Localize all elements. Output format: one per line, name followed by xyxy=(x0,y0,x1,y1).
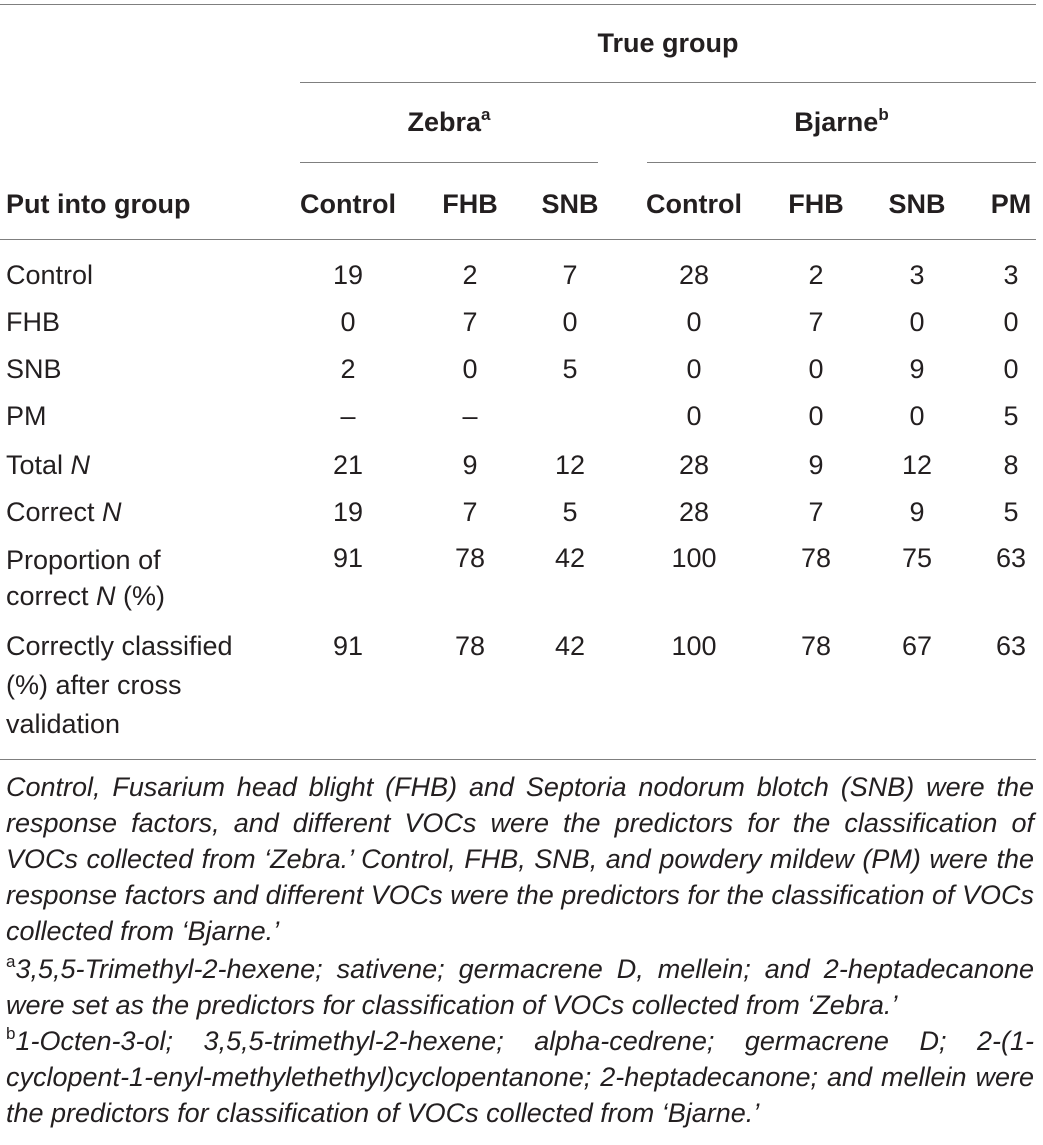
bjarne-rule xyxy=(647,162,1036,163)
row-label-italic: N xyxy=(70,450,91,480)
table-note: Control, Fusarium head blight (FHB) and Septoria nodorum blotch (SNB) were the response factors, and different VOCs were the predictors for the classification of VOCs collected from ‘Zebra.’ Control, FHB, SNB, and powdery mildew (PM) were the response factors and different VOCs were the predictors for the classification of VOCs collected from ‘Bjarne.’ xyxy=(6,772,1034,946)
table-cell: 2 xyxy=(462,260,478,290)
row-label-header: Put into group xyxy=(6,189,191,219)
table-cell: 91 xyxy=(332,543,364,573)
footnote-b xyxy=(6,1023,1034,1131)
col-header-bjarne-control: Control xyxy=(646,189,742,219)
row-label-line: validation xyxy=(6,709,121,739)
table-cell: 8 xyxy=(1003,450,1019,480)
table-cell: 100 xyxy=(671,543,717,573)
row-label-text: Correct xyxy=(6,497,103,527)
table-cell: – xyxy=(340,401,356,431)
table-cell: 0 xyxy=(1003,354,1019,384)
table-cell: 28 xyxy=(678,497,710,527)
row-label-text: SNB xyxy=(6,354,62,384)
row-label-line: (%) after cross xyxy=(6,670,182,700)
table-bottom-rule xyxy=(0,759,1036,760)
table-cell: 78 xyxy=(800,543,832,573)
table-cell: 7 xyxy=(808,307,824,337)
table-cell: 91 xyxy=(332,631,364,661)
table-cell: 2 xyxy=(340,354,356,384)
footnote-a-marker: a xyxy=(6,952,16,971)
col-header-bjarne-pm: PM xyxy=(990,189,1032,219)
table-cell: 5 xyxy=(562,354,578,384)
footnote-a xyxy=(6,951,1034,1023)
zebra-footnote-marker: a xyxy=(481,105,491,124)
col-header-zebra-snb: SNB xyxy=(541,189,599,219)
table-cell: 5 xyxy=(1003,497,1019,527)
table-cell: 28 xyxy=(678,450,710,480)
table-cell: 100 xyxy=(671,631,717,661)
zebra-rule xyxy=(300,162,598,163)
table-cell: 19 xyxy=(332,260,364,290)
row-label-text: Total xyxy=(6,450,71,480)
table-cell: 7 xyxy=(562,260,578,290)
table-cell: 0 xyxy=(562,307,578,337)
table-cell: 78 xyxy=(454,543,486,573)
table-cell: 0 xyxy=(686,354,702,384)
row-label-text: Control xyxy=(6,260,94,290)
header-bottom-rule xyxy=(0,239,1036,240)
table-cell: 3 xyxy=(909,260,925,290)
table-cell: 0 xyxy=(686,401,702,431)
col-header-zebra-fhb: FHB xyxy=(442,189,498,219)
table-cell: 0 xyxy=(1003,307,1019,337)
table-cell: 0 xyxy=(686,307,702,337)
row-label-line: Proportion of xyxy=(6,545,161,575)
true-group-rule xyxy=(300,82,1036,83)
table-cell: 75 xyxy=(901,543,933,573)
col-header-bjarne-snb: SNB xyxy=(888,189,946,219)
zebra-label: Zebra xyxy=(407,107,482,137)
table-cell: 63 xyxy=(995,543,1027,573)
table-cell: 63 xyxy=(995,631,1027,661)
footnote-b-marker: b xyxy=(6,1024,16,1043)
table-cell: 28 xyxy=(678,260,710,290)
row-label-line: Correctly classified xyxy=(6,631,233,661)
table-top-rule xyxy=(0,4,1036,5)
table-cell: 19 xyxy=(332,497,364,527)
table-cell: 5 xyxy=(562,497,578,527)
row-label xyxy=(6,496,122,528)
footnote-b-text: 1-Octen-3-ol; 3,5,5-trimethyl-2-hexene; alpha-cedrene; germacrene D; 2-(1-cyclopent-1-enyl-methylethethyl)cyclopentanone; 2-heptadecanone; and mellein were the predictors for classification of VOCs collected from ‘Bjarne.’ xyxy=(6,1026,1034,1128)
table-cell: 0 xyxy=(909,401,925,431)
table-cell: 12 xyxy=(901,450,933,480)
true-group-header: True group xyxy=(597,28,739,58)
table-cell: 2 xyxy=(808,260,824,290)
row-label xyxy=(6,353,62,385)
zebra-group-header xyxy=(300,106,598,138)
col-header-bjarne-fhb: FHB xyxy=(788,189,844,219)
table-cell: 9 xyxy=(808,450,824,480)
table-cell: 42 xyxy=(554,543,586,573)
table-cell: 0 xyxy=(340,307,356,337)
row-label xyxy=(6,627,233,744)
bjarne-group-header xyxy=(647,106,1036,138)
row-label-text: (%) xyxy=(115,581,166,611)
table-cell: 7 xyxy=(462,497,478,527)
table-cell: 78 xyxy=(800,631,832,661)
table-cell: 42 xyxy=(554,631,586,661)
row-label xyxy=(6,542,165,614)
table-cell: 0 xyxy=(808,401,824,431)
footnote-a-text: 3,5,5-Trimethyl-2-hexene; sativene; germacrene D, mellein; and 2-heptadecanone were set as the predictors for classification of VOCs collected from ‘Zebra.’ xyxy=(6,954,1034,1020)
bjarne-label: Bjarne xyxy=(794,107,879,137)
table-cell: 67 xyxy=(901,631,933,661)
row-label xyxy=(6,306,60,338)
row-label-text: FHB xyxy=(6,307,60,337)
table-cell: 0 xyxy=(808,354,824,384)
col-header-zebra-control: Control xyxy=(300,189,396,219)
table-cell: 0 xyxy=(462,354,478,384)
row-label-italic: N xyxy=(102,497,122,527)
table-cell: 21 xyxy=(332,450,364,480)
table-cell: 7 xyxy=(462,307,478,337)
row-label-text: PM xyxy=(6,401,47,431)
table-cell: 12 xyxy=(554,450,586,480)
table-cell: 78 xyxy=(454,631,486,661)
row-label xyxy=(6,449,90,481)
table-cell: 5 xyxy=(1003,401,1019,431)
row-label-italic: N xyxy=(96,581,116,611)
table-cell: 9 xyxy=(909,354,925,384)
table-cell: 9 xyxy=(909,497,925,527)
table-cell: 7 xyxy=(808,497,824,527)
row-label xyxy=(6,400,47,432)
row-label-text: correct xyxy=(6,581,97,611)
table-cell: – xyxy=(462,401,478,431)
bjarne-footnote-marker: b xyxy=(878,105,889,124)
table-cell: 0 xyxy=(909,307,925,337)
row-label-line xyxy=(6,578,165,614)
table-cell: 9 xyxy=(462,450,478,480)
table-cell: 3 xyxy=(1003,260,1019,290)
row-label xyxy=(6,259,93,291)
